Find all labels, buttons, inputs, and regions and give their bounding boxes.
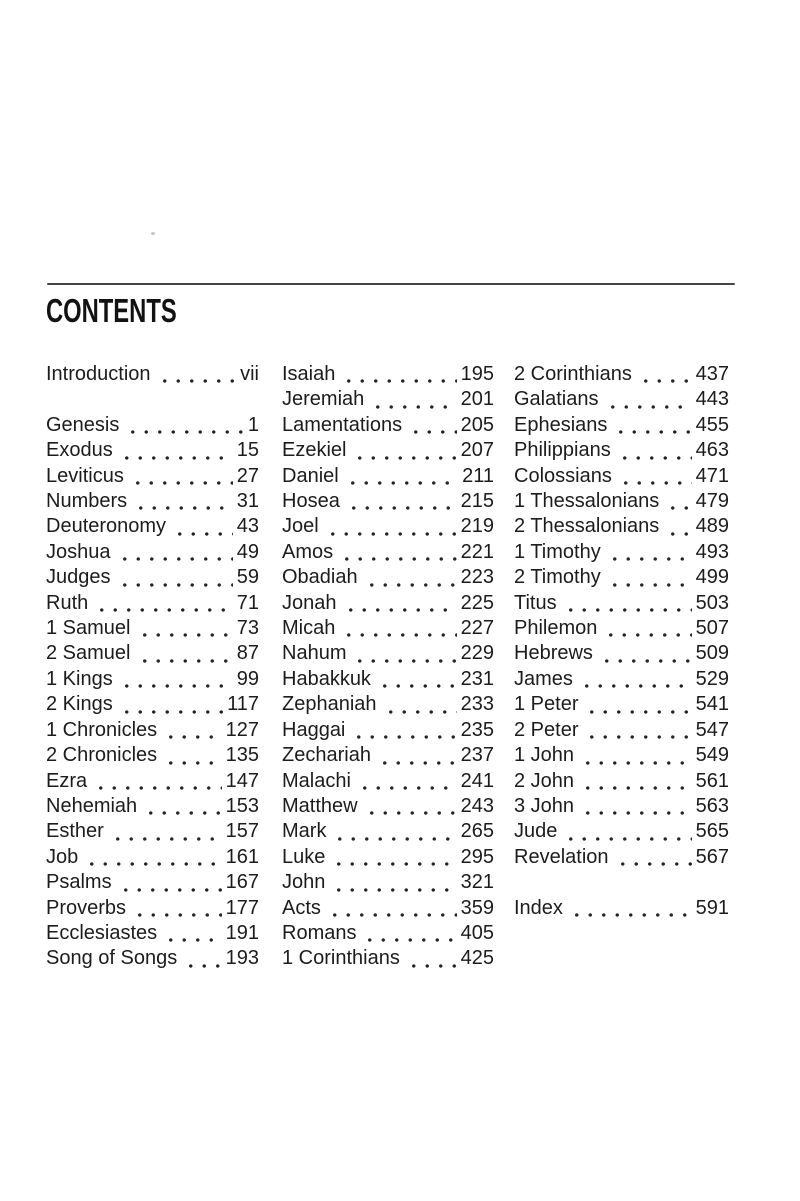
book-label: Galatians	[514, 388, 599, 411]
toc-entry	[514, 718, 729, 743]
toc-entry	[514, 896, 729, 921]
page-number: 31	[236, 490, 259, 513]
dot-leader	[111, 819, 222, 844]
page-number: 27	[236, 464, 259, 487]
toc-entry	[282, 387, 494, 412]
book-label: Job	[46, 845, 79, 868]
toc-entry	[282, 870, 494, 895]
dot-leader	[570, 896, 692, 921]
toc-entry	[46, 667, 259, 692]
scan-speck	[151, 232, 155, 235]
dot-leader	[326, 514, 457, 539]
page-number: 43	[236, 515, 259, 538]
toc-entry	[46, 489, 259, 514]
dot-leader	[333, 819, 456, 844]
book-label: Micah	[282, 617, 336, 640]
dot-leader	[606, 387, 692, 412]
page-number: 321	[460, 871, 494, 894]
book-label: Daniel	[282, 464, 339, 487]
book-label: Mark	[282, 820, 327, 843]
page-number: 99	[236, 667, 259, 690]
book-label: Nehemiah	[46, 794, 138, 817]
toc-spacer	[514, 870, 729, 895]
book-label: Index	[514, 896, 563, 919]
toc-entry	[282, 616, 494, 641]
book-label: 2 John	[514, 769, 575, 792]
toc-entry	[514, 845, 729, 870]
page-number: 561	[695, 769, 729, 792]
book-label: Esther	[46, 820, 104, 843]
toc-entry	[282, 769, 494, 794]
book-label: 2 Peter	[514, 718, 579, 741]
heading-rule	[47, 283, 735, 285]
dot-leader	[619, 464, 692, 489]
book-label: Genesis	[46, 413, 120, 436]
page-number: 157	[225, 820, 259, 843]
book-label: Philippians	[514, 439, 611, 462]
dot-leader	[600, 641, 692, 666]
page-number: 211	[462, 464, 494, 487]
dot-leader	[131, 464, 233, 489]
book-label: 3 John	[514, 794, 575, 817]
page-number: 591	[695, 896, 729, 919]
page-number: 219	[460, 515, 494, 538]
book-label: 1 Chronicles	[46, 718, 158, 741]
dot-leader	[340, 540, 457, 565]
page-number: 153	[225, 794, 259, 817]
page-number: 541	[695, 693, 729, 716]
book-label: 1 Kings	[46, 667, 113, 690]
book-label: Jonah	[282, 591, 337, 614]
page-number: 237	[460, 744, 494, 767]
page-number: 499	[695, 566, 729, 589]
toc-entry	[282, 565, 494, 590]
dot-leader	[580, 667, 692, 692]
dot-leader	[134, 489, 233, 514]
page-number: 221	[460, 540, 494, 563]
book-label: Jude	[514, 820, 558, 843]
book-label: 2 Timothy	[514, 566, 601, 589]
toc-entry	[282, 946, 494, 971]
toc-entry	[282, 667, 494, 692]
page-number: 195	[460, 363, 494, 385]
page-number: 479	[695, 490, 729, 513]
dot-leader	[564, 819, 691, 844]
book-label: Ephesians	[514, 413, 608, 436]
toc-column-1	[46, 362, 259, 972]
page-number: 549	[695, 744, 729, 767]
page-number: 1	[247, 413, 259, 436]
dot-leader	[371, 387, 456, 412]
page-number: 87	[236, 642, 259, 665]
book-label: Exodus	[46, 439, 113, 462]
page-number: 455	[695, 413, 729, 436]
page-number: 225	[460, 591, 494, 614]
page-number: 59	[236, 566, 259, 589]
book-label: Romans	[282, 921, 357, 944]
toc-entry	[514, 489, 729, 514]
page-number: 241	[460, 769, 494, 792]
toc-entry	[282, 362, 494, 387]
dot-leader	[120, 438, 233, 463]
book-label: Proverbs	[46, 896, 127, 919]
toc-entry	[46, 362, 259, 387]
toc-entry	[282, 438, 494, 463]
dot-leader	[95, 591, 233, 616]
dot-leader	[564, 591, 692, 616]
dot-leader	[184, 946, 221, 971]
toc-entry	[282, 514, 494, 539]
toc-entry	[282, 794, 494, 819]
page-number: 135	[225, 744, 259, 767]
page-number: 177	[225, 896, 259, 919]
toc-entry	[46, 896, 259, 921]
toc-entry	[514, 387, 729, 412]
toc-entry	[282, 591, 494, 616]
book-label: Colossians	[514, 464, 612, 487]
page-number: 71	[236, 591, 259, 614]
dot-leader	[608, 565, 692, 590]
toc-entry	[46, 718, 259, 743]
dot-leader	[352, 718, 456, 743]
dot-leader	[126, 413, 244, 438]
dot-leader	[666, 514, 691, 539]
toc-entry	[514, 591, 729, 616]
page-number: 223	[460, 566, 494, 589]
dot-leader	[353, 641, 456, 666]
page-number: 405	[460, 921, 494, 944]
toc-entry	[46, 794, 259, 819]
dot-leader	[378, 667, 457, 692]
toc-entry	[514, 540, 729, 565]
toc-entry	[46, 946, 259, 971]
book-label: 1 Timothy	[514, 540, 601, 563]
toc-entry	[282, 489, 494, 514]
dot-leader	[164, 743, 221, 768]
toc-column-3	[514, 362, 729, 972]
toc-entry	[514, 514, 729, 539]
page-number: 161	[225, 845, 259, 868]
dot-leader	[138, 641, 233, 666]
page-number: 147	[225, 769, 259, 792]
page-number: 243	[460, 794, 494, 817]
page-number: 563	[695, 794, 729, 817]
book-label: Ezekiel	[282, 439, 347, 462]
page-title: CONTENTS	[46, 292, 177, 329]
page-number: 201	[460, 388, 494, 411]
page-number: 117	[227, 693, 259, 716]
book-label: Titus	[514, 591, 557, 614]
book-label: 2 Samuel	[46, 642, 131, 665]
dot-leader	[118, 540, 233, 565]
toc-entry	[514, 438, 729, 463]
page-number: 235	[460, 718, 494, 741]
book-label: Ezra	[46, 769, 88, 792]
book-label: Jeremiah	[282, 388, 365, 411]
book-label: John	[282, 871, 326, 894]
book-label: Judges	[46, 566, 111, 589]
toc-entry	[46, 514, 259, 539]
page-number: 509	[695, 642, 729, 665]
toc-entry	[282, 845, 494, 870]
dot-leader	[120, 692, 223, 717]
page-number: 507	[695, 617, 729, 640]
page-number: 425	[460, 947, 494, 970]
book-label: Joel	[282, 515, 319, 538]
page-number: 193	[225, 947, 259, 970]
book-label: 1 Samuel	[46, 617, 131, 640]
page-number: 567	[695, 845, 729, 868]
toc-entry	[46, 438, 259, 463]
toc-entry	[514, 692, 729, 717]
page-number: 233	[460, 693, 494, 716]
toc-entry	[46, 743, 259, 768]
page-number: 493	[695, 540, 729, 563]
dot-leader	[639, 362, 692, 387]
dot-leader	[342, 362, 456, 387]
dot-leader	[581, 794, 692, 819]
toc-columns	[46, 362, 729, 972]
toc-entry	[514, 413, 729, 438]
toc-entry	[282, 692, 494, 717]
page-number: 15	[236, 439, 259, 462]
toc-entry	[514, 616, 729, 641]
dot-leader	[616, 845, 692, 870]
book-label: 1 Corinthians	[282, 947, 400, 970]
dot-leader	[332, 870, 456, 895]
book-label: Zechariah	[282, 744, 371, 767]
toc-entry	[282, 743, 494, 768]
dot-leader	[346, 464, 458, 489]
toc-entry	[46, 641, 259, 666]
page-number: 127	[225, 718, 259, 741]
toc-entry	[46, 870, 259, 895]
toc-spacer	[46, 387, 259, 412]
toc-entry	[514, 819, 729, 844]
dot-leader	[164, 718, 221, 743]
toc-entry	[46, 413, 259, 438]
book-label: Introduction	[46, 363, 151, 385]
dot-leader	[94, 769, 222, 794]
book-label: Amos	[282, 540, 334, 563]
dot-leader	[585, 692, 691, 717]
page-number: 207	[460, 439, 494, 462]
dot-leader	[144, 794, 221, 819]
book-label: Numbers	[46, 490, 128, 513]
page-number: 231	[460, 667, 494, 690]
dot-leader	[363, 921, 456, 946]
book-label: Revelation	[514, 845, 609, 868]
book-label: Leviticus	[46, 464, 124, 487]
book-label: Ecclesiastes	[46, 921, 158, 944]
page-number: 49	[236, 540, 259, 563]
page-number: 227	[460, 617, 494, 640]
toc-entry	[282, 921, 494, 946]
dot-leader	[133, 896, 222, 921]
book-label: Lamentations	[282, 413, 403, 436]
book-label: Isaiah	[282, 363, 336, 385]
page-number: 265	[460, 820, 494, 843]
dot-leader	[666, 489, 691, 514]
dot-leader	[384, 692, 457, 717]
book-label: 2 Thessalonians	[514, 515, 660, 538]
dot-leader	[365, 565, 457, 590]
page-number: 547	[695, 718, 729, 741]
toc-entry	[46, 464, 259, 489]
dot-leader	[119, 870, 222, 895]
book-label: Luke	[282, 845, 326, 868]
book-label: Obadiah	[282, 566, 358, 589]
page-number: 295	[460, 845, 494, 868]
dot-leader	[120, 667, 233, 692]
toc-entry	[46, 616, 259, 641]
toc-entry	[282, 540, 494, 565]
book-label: 2 Corinthians	[514, 363, 632, 385]
dot-leader	[358, 769, 457, 794]
dot-leader	[328, 896, 457, 921]
page-number: 229	[460, 642, 494, 665]
toc-entry	[514, 464, 729, 489]
page-number: 471	[695, 464, 729, 487]
book-label: 1 Thessalonians	[514, 490, 660, 513]
book-label: Ruth	[46, 591, 89, 614]
dot-leader	[409, 413, 457, 438]
page-number: 167	[225, 871, 259, 894]
toc-column-2	[282, 362, 494, 972]
book-label: Matthew	[282, 794, 358, 817]
book-label: Joshua	[46, 540, 111, 563]
dot-leader	[585, 718, 691, 743]
dot-leader	[614, 413, 691, 438]
book-label: Hosea	[282, 490, 340, 513]
page-number: 437	[695, 363, 729, 385]
toc-entry	[46, 845, 259, 870]
page-number: vii	[240, 363, 259, 385]
book-label: Haggai	[282, 718, 346, 741]
dot-leader	[164, 921, 221, 946]
toc-entry	[46, 540, 259, 565]
toc-entry	[514, 641, 729, 666]
toc-entry	[282, 464, 494, 489]
toc-entry	[514, 743, 729, 768]
dot-leader	[618, 438, 692, 463]
toc-entry	[514, 794, 729, 819]
page-number: 489	[695, 515, 729, 538]
book-label: Song of Songs	[46, 947, 178, 970]
toc-entry	[46, 921, 259, 946]
toc-entry	[46, 819, 259, 844]
book-label: Deuteronomy	[46, 515, 167, 538]
toc-entry	[514, 769, 729, 794]
page-number: 215	[460, 490, 494, 513]
page-number: 565	[695, 820, 729, 843]
dot-leader	[581, 743, 692, 768]
page-number: 463	[695, 439, 729, 462]
book-label: Philemon	[514, 617, 598, 640]
dot-leader	[138, 616, 233, 641]
book-label: 2 Chronicles	[46, 744, 158, 767]
book-label: 1 John	[514, 744, 575, 767]
toc-entry	[282, 641, 494, 666]
dot-leader	[608, 540, 692, 565]
toc-entry	[282, 718, 494, 743]
book-label: Nahum	[282, 642, 347, 665]
dot-leader	[118, 565, 233, 590]
toc-entry	[282, 819, 494, 844]
dot-leader	[365, 794, 457, 819]
dot-leader	[173, 514, 233, 539]
book-label: Psalms	[46, 871, 112, 894]
toc-entry	[514, 362, 729, 387]
toc-entry	[282, 413, 494, 438]
dot-leader	[158, 362, 237, 387]
book-label: Zephaniah	[282, 693, 377, 716]
book-label: Hebrews	[514, 642, 593, 665]
dot-leader	[604, 616, 691, 641]
toc-entry	[282, 896, 494, 921]
dot-leader	[332, 845, 456, 870]
book-label: Acts	[282, 896, 321, 919]
dot-leader	[581, 769, 692, 794]
dot-leader	[407, 946, 457, 971]
page-number: 529	[695, 667, 729, 690]
dot-leader	[378, 743, 457, 768]
page-number: 443	[695, 388, 729, 411]
book-label: 1 Peter	[514, 693, 579, 716]
dot-leader	[347, 489, 457, 514]
dot-leader	[85, 845, 221, 870]
toc-entry	[514, 667, 729, 692]
book-label: 2 Kings	[46, 693, 113, 716]
page-number: 73	[236, 617, 259, 640]
book-label: Malachi	[282, 769, 351, 792]
toc-entry	[46, 591, 259, 616]
dot-leader	[342, 616, 456, 641]
page-number: 359	[460, 896, 494, 919]
book-label: James	[514, 667, 573, 690]
page-number: 205	[460, 413, 494, 436]
page-number: 191	[225, 921, 259, 944]
toc-entry	[46, 565, 259, 590]
dot-leader	[344, 591, 457, 616]
book-label: Habakkuk	[282, 667, 371, 690]
toc-entry	[46, 692, 259, 717]
dot-leader	[353, 438, 456, 463]
page-number: 503	[695, 591, 729, 614]
toc-entry	[46, 769, 259, 794]
toc-entry	[514, 565, 729, 590]
